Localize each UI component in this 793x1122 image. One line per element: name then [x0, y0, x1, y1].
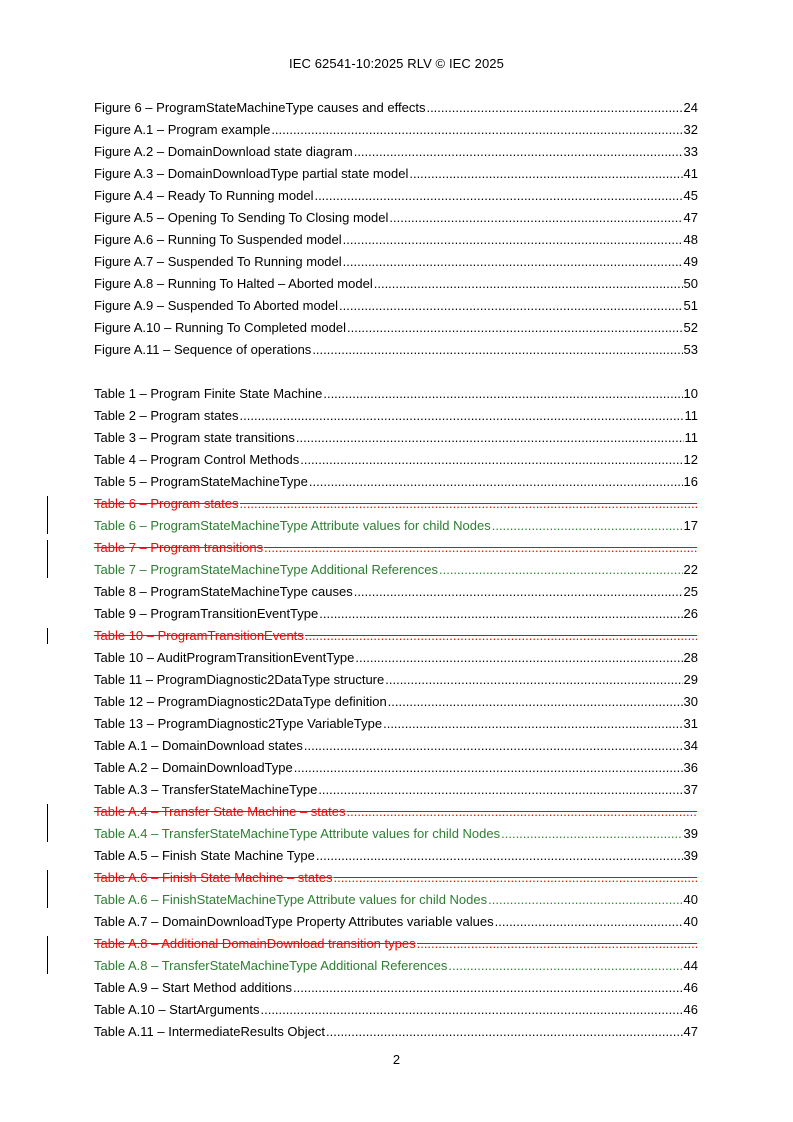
toc-entry-page: 48 — [683, 232, 698, 247]
table-entry[interactable] — [94, 908, 698, 930]
dot-leader — [488, 892, 682, 908]
toc-entry-page: 16 — [683, 474, 698, 489]
toc-entry-title: Table 6 – ProgramStateMachineType Attribute values for child Nodes — [94, 518, 491, 533]
dot-leader — [409, 166, 682, 182]
toc-entry-title: Table A.7 – DomainDownloadType Property Attributes variable values — [94, 914, 494, 929]
toc-entry-title: Table A.10 – StartArguments — [94, 1002, 260, 1017]
table-entry[interactable] — [94, 600, 698, 622]
toc-entry-page: 25 — [683, 584, 698, 599]
toc-entry-title: Table 7 – ProgramStateMachineType Additional References — [94, 562, 438, 577]
toc-entry-title: Table A.2 – DomainDownloadType — [94, 760, 293, 775]
table-entry[interactable] — [94, 468, 698, 490]
toc-entry-page: 28 — [683, 650, 698, 665]
toc-entry-page: 11 — [684, 408, 698, 423]
figure-entry[interactable] — [94, 116, 698, 138]
toc-entry-title: Figure A.1 – Program example — [94, 122, 271, 137]
toc-entry-page: 50 — [683, 276, 698, 291]
dot-leader — [385, 672, 682, 688]
toc-entry-title: Figure A.9 – Suspended To Aborted model — [94, 298, 339, 313]
table-entry[interactable] — [94, 666, 698, 688]
list-of-tables — [94, 380, 698, 1040]
table-entry[interactable] — [94, 930, 698, 952]
toc-entry-title: Table A.4 – TransferStateMachineType Attribute values for child Nodes — [94, 826, 501, 841]
dot-leader — [333, 870, 697, 886]
toc-entry-title: Table A.3 – TransferStateMachineType — [94, 782, 318, 797]
table-entry[interactable] — [94, 402, 698, 424]
toc-entry-page: 52 — [683, 320, 698, 335]
toc-entry-page: 36 — [683, 760, 698, 775]
toc-entry-title: Table 6 – Program states — [94, 496, 239, 511]
table-entry[interactable] — [94, 380, 698, 402]
table-entry[interactable] — [94, 798, 698, 820]
revision-change-bar — [47, 804, 48, 842]
toc-entry-page: 46 — [683, 980, 698, 995]
dot-leader — [346, 804, 697, 820]
toc-entry-title: Figure A.8 – Running To Halted – Aborted model — [94, 276, 373, 291]
dot-leader — [240, 408, 684, 424]
dot-leader — [417, 936, 697, 952]
toc-entry-title: Table A.9 – Start Method additions — [94, 980, 293, 995]
figure-entry[interactable] — [94, 248, 698, 270]
dot-leader — [240, 496, 697, 512]
revision-change-bar — [47, 870, 48, 908]
toc-entry-title: Table A.4 – Transfer State Machine – states — [94, 804, 346, 819]
dot-leader — [347, 320, 683, 336]
toc-entry-page: 41 — [683, 166, 698, 181]
figure-entry[interactable] — [94, 160, 698, 182]
toc-entry-title: Figure A.6 – Running To Suspended model — [94, 232, 342, 247]
toc-entry-page: 10 — [683, 386, 698, 401]
dot-leader — [439, 562, 683, 578]
dot-leader — [294, 760, 683, 776]
table-entry[interactable] — [94, 644, 698, 666]
dot-leader — [339, 298, 682, 314]
toc-entry-title: Table A.11 – IntermediateResults Object — [94, 1024, 325, 1039]
dot-leader — [492, 518, 683, 534]
table-entry[interactable] — [94, 534, 698, 556]
figure-entry[interactable] — [94, 270, 698, 292]
table-entry[interactable] — [94, 732, 698, 754]
toc-entry-page: 32 — [683, 122, 698, 137]
toc-entry-page: 34 — [683, 738, 698, 753]
dot-leader — [304, 738, 683, 754]
dot-leader — [495, 914, 683, 930]
revision-change-bar — [47, 540, 48, 578]
toc-entry-page: 47 — [683, 1024, 698, 1039]
dot-leader — [448, 958, 682, 974]
toc-entry-page: 45 — [683, 188, 698, 203]
toc-entry-title: Table 7 – Program transitions — [94, 540, 264, 555]
table-entry[interactable] — [94, 886, 698, 908]
dot-leader — [264, 540, 697, 556]
dot-leader — [354, 144, 683, 160]
dot-leader — [326, 1024, 683, 1040]
table-entry[interactable] — [94, 952, 698, 974]
toc-entry-title: Figure A.11 – Sequence of operations — [94, 342, 312, 357]
dot-leader — [318, 782, 682, 798]
revision-change-bar — [47, 936, 48, 974]
dot-leader — [312, 342, 682, 358]
toc-entry-page: 51 — [683, 298, 698, 313]
table-entry[interactable] — [94, 622, 698, 644]
toc-entry-page: 26 — [683, 606, 698, 621]
dot-leader — [309, 474, 683, 490]
revision-change-bar — [47, 628, 48, 644]
toc-entry-title: Figure A.7 – Suspended To Running model — [94, 254, 342, 269]
toc-entry-title: Table 11 – ProgramDiagnostic2DataType structure — [94, 672, 385, 687]
toc-entry-title: Table A.8 – TransferStateMachineType Additional References — [94, 958, 448, 973]
figure-entry[interactable] — [94, 292, 698, 314]
dot-leader — [388, 694, 683, 710]
toc-entry-title: Table A.8 – Additional DomainDownload transition types — [94, 936, 416, 951]
figure-entry[interactable] — [94, 336, 698, 358]
dot-leader — [383, 716, 682, 732]
table-entry[interactable] — [94, 512, 698, 534]
toc-entry-page: 46 — [683, 1002, 698, 1017]
toc-entry-title: Table 13 – ProgramDiagnostic2Type VariableType — [94, 716, 383, 731]
toc-entry-title: Figure A.5 – Opening To Sending To Closing model — [94, 210, 389, 225]
toc-entry-title: Table 5 – ProgramStateMachineType — [94, 474, 308, 489]
toc-entry-title: Table 9 – ProgramTransitionEventType — [94, 606, 319, 621]
list-of-figures — [94, 94, 698, 358]
figure-entry[interactable] — [94, 182, 698, 204]
toc-entry-title: Figure A.10 – Running To Completed model — [94, 320, 346, 335]
dot-leader — [300, 452, 682, 468]
toc-entry-page: 49 — [683, 254, 698, 269]
table-entry[interactable] — [94, 996, 698, 1018]
dot-leader — [355, 650, 682, 666]
table-entry[interactable] — [94, 688, 698, 710]
figure-entry[interactable] — [94, 226, 698, 248]
dot-leader — [374, 276, 683, 292]
figure-entry[interactable] — [94, 138, 698, 160]
dot-leader — [260, 1002, 682, 1018]
dot-leader — [501, 826, 682, 842]
toc-entry-title: Table 1 – Program Finite State Machine — [94, 386, 323, 401]
toc-entry-title: Table 12 – ProgramDiagnostic2DataType definition — [94, 694, 387, 709]
toc-entry-page: 37 — [683, 782, 698, 797]
dot-leader — [293, 980, 683, 996]
page-number: 2 — [392, 1052, 401, 1067]
toc-entry-page: 31 — [683, 716, 698, 731]
table-entry[interactable] — [94, 578, 698, 600]
toc-entry-page: 39 — [683, 826, 698, 841]
toc-entry-page: 53 — [683, 342, 698, 357]
dot-leader — [314, 188, 682, 204]
dot-leader — [354, 584, 683, 600]
page-header: IEC 62541-10:2025 RLV © IEC 2025 — [289, 56, 504, 71]
toc-entry-page: 44 — [683, 958, 698, 973]
toc-entry-page: 22 — [683, 562, 698, 577]
table-entry[interactable] — [94, 446, 698, 468]
toc-entry-title: Table A.6 – Finish State Machine – states — [94, 870, 333, 885]
table-entry[interactable] — [94, 490, 698, 512]
toc-entry-title: Table 2 – Program states — [94, 408, 239, 423]
dot-leader — [305, 628, 697, 644]
table-entry[interactable] — [94, 820, 698, 842]
toc-entry-title: Figure 6 – ProgramStateMachineType causes and effects — [94, 100, 426, 115]
toc-entry-title: Table A.6 – FinishStateMachineType Attribute values for child Nodes — [94, 892, 488, 907]
table-entry[interactable] — [94, 754, 698, 776]
dot-leader — [323, 386, 682, 402]
toc-entry-page: 33 — [683, 144, 698, 159]
toc-entry-page: 24 — [683, 100, 698, 115]
toc-entry-page: 17 — [683, 518, 698, 533]
toc-entry-title: Table 10 – ProgramTransitionEvents — [94, 628, 304, 643]
figure-entry[interactable] — [94, 314, 698, 336]
table-entry[interactable] — [94, 556, 698, 578]
dot-leader — [296, 430, 684, 446]
toc-entry-title: Figure A.3 – DomainDownloadType partial state model — [94, 166, 409, 181]
dot-leader — [271, 122, 682, 138]
toc-entry-page: 11 — [684, 430, 698, 445]
toc-entry-page: 12 — [683, 452, 698, 467]
table-entry[interactable] — [94, 1018, 698, 1040]
toc-entry-page: 40 — [683, 914, 698, 929]
dot-leader — [316, 848, 683, 864]
toc-entry-title: Table 3 – Program state transitions — [94, 430, 295, 445]
dot-leader — [389, 210, 682, 226]
revision-change-bar — [47, 496, 48, 534]
table-entry[interactable] — [94, 710, 698, 732]
figure-entry[interactable] — [94, 204, 698, 226]
figure-entry[interactable] — [94, 94, 698, 116]
dot-leader — [426, 100, 682, 116]
table-entry[interactable] — [94, 974, 698, 996]
toc-entry-title: Table A.5 – Finish State Machine Type — [94, 848, 315, 863]
table-entry[interactable] — [94, 842, 698, 864]
dot-leader — [343, 232, 683, 248]
toc-entry-page: 29 — [683, 672, 698, 687]
table-entry[interactable] — [94, 424, 698, 446]
toc-entry-title: Table 8 – ProgramStateMachineType causes — [94, 584, 353, 599]
toc-entry-title: Figure A.4 – Ready To Running model — [94, 188, 314, 203]
toc-entry-page: 30 — [683, 694, 698, 709]
table-entry[interactable] — [94, 864, 698, 886]
toc-entry-title: Table 10 – AuditProgramTransitionEventType — [94, 650, 355, 665]
toc-entry-page: 39 — [683, 848, 698, 863]
toc-entry-title: Table 4 – Program Control Methods — [94, 452, 300, 467]
toc-entry-title: Figure A.2 – DomainDownload state diagram — [94, 144, 353, 159]
toc-entry-page: 40 — [683, 892, 698, 907]
table-entry[interactable] — [94, 776, 698, 798]
dot-leader — [343, 254, 683, 270]
dot-leader — [319, 606, 682, 622]
toc-entry-title: Table A.1 – DomainDownload states — [94, 738, 303, 753]
toc-entry-page: 47 — [683, 210, 698, 225]
